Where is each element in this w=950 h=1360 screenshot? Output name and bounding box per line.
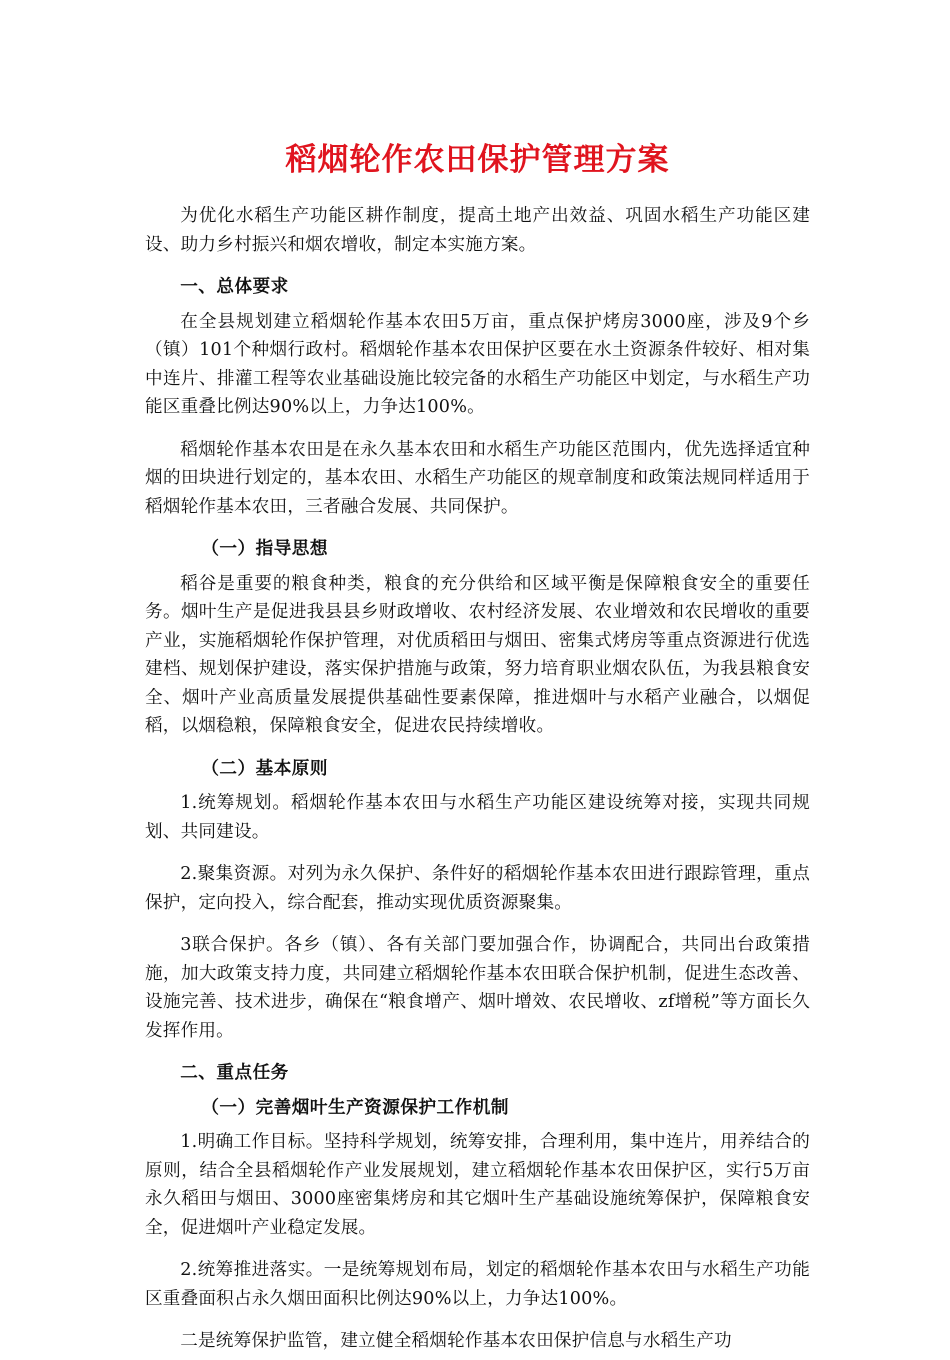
document-title: 稻烟轮作农田保护管理方案 <box>285 142 670 178</box>
task-item-2: 2.统筹推进落实。一是统筹规划布局，划定的稻烟轮作基本农田与水稻生产功能区重叠面积占永久烟田面积比例达90%以上，力争达100%。 <box>145 1260 810 1309</box>
principle-item-1: 1.统筹规划。稻烟轮作基本农田与水稻生产功能区建设统筹对接，实现共同规划、共同建设。 <box>145 793 810 842</box>
section-2-heading: 二、重点任务 <box>180 1063 289 1083</box>
basic-principles-heading: （二）基本原则 <box>201 758 328 779</box>
guiding-ideology-heading: （一）指导思想 <box>201 539 328 559</box>
guiding-ideology-paragraph: 稻谷是重要的粮食种类，粮食的充分供给和区域平衡是保障粮食安全的重要任务。烟叶生产是促进我县县乡财政增收、农村经济发展、农业增效和农民增收的重要产业，实施稻烟轮作保护管理，对优质稻田与烟田、密集式烤房等重点资源进行优选建档、规划保护建设，落实保护措施与政策，努力培育职业烟农队伍，为我县粮食安全、烟叶产业高质量发展提供基础性要素保障，推进烟叶与水稻产业融合，以烟促稻，以烟稳粮，保障粮食安全，促进农民持续增收。 <box>145 573 810 736</box>
principle-item-3: 3联合保护。各乡（镇）、各有关部门要加强合作，协调配合，共同出台政策措施，加大政策支持力度，共同建立稻烟轮作基本农田联合保护机制，促进生态改善、设施完善、技术进步，确保在“粮食增产、烟叶增效、农民增收、zf增税”等方面长久发挥作用。 <box>145 935 810 1041</box>
task-item-2-continued: 二是统筹保护监管，建立健全稻烟轮作基本农田保护信息与水稻生产功 <box>180 1331 732 1351</box>
intro-paragraph: 为优化水稻生产功能区耕作制度，提高土地产出效益、巩固水稻生产功能区建设、助力乡村振兴和烟农增收，制定本实施方案。 <box>145 206 810 255</box>
section-1-heading: 一、总体要求 <box>180 277 289 297</box>
task-item-1: 1.明确工作目标。坚持科学规划，统筹安排，合理利用，集中连片，用养结合的原则，结合全县稻烟轮作产业发展规划，建立稻烟轮作基本农田保护区，实行5万亩永久稻田与烟田、3000座密集烤房和其它烟叶生产基础设施统筹保护，保障粮食安全，促进烟叶产业稳定发展。 <box>145 1132 810 1238</box>
document-page <box>145 132 810 1360</box>
section-1-paragraph-2: 稻烟轮作基本农田是在永久基本农田和水稻生产功能区范围内，优先选择适宜种烟的田块进行划定的，基本农田、水稻生产功能区的规章制度和政策法规同样适用于稻烟轮作基本农田，三者融合发展、共同保护。 <box>145 439 810 517</box>
principle-item-2: 2.聚集资源。对列为永久保护、条件好的稻烟轮作基本农田进行跟踪管理，重点保护，定向投入，综合配套，推动实现优质资源聚集。 <box>145 864 810 913</box>
section-1-paragraph-1: 在全县规划建立稻烟轮作基本农田5万亩，重点保护烤房3000座，涉及9个乡（镇）101个种烟行政村。稻烟轮作基本农田保护区要在水土资源条件较好、相对集中连片、排灌工程等农业基础设施比较完备的水稻生产功能区中划定，与水稻生产功能区重叠比例达90%以上，力争达100%。 <box>145 311 810 417</box>
work-mechanism-heading: （一）完善烟叶生产资源保护工作机制 <box>201 1097 509 1118</box>
